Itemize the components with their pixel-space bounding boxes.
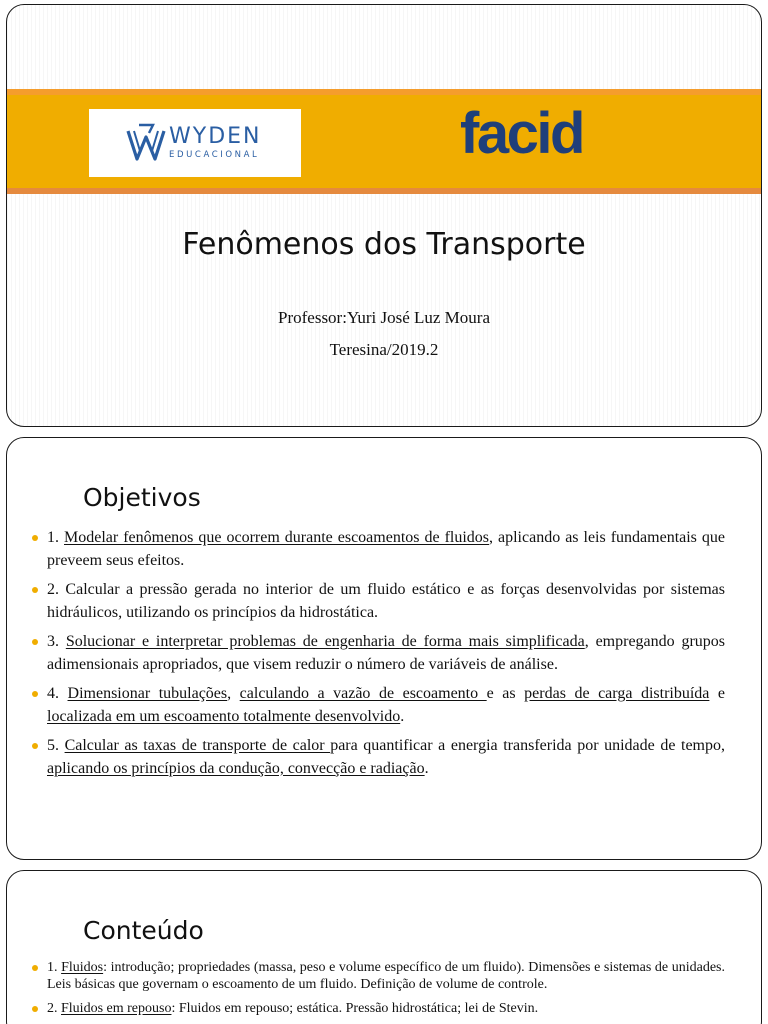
presentation-title: Fenômenos dos Transporte: [182, 227, 586, 262]
facid-logo: facid: [460, 101, 583, 166]
list-item: 5. Calcular as taxas de transporte de calor para quantificar a energia transferida por unidade de tempo, aplicando os princípios da condução, convecção e radiação.: [31, 735, 725, 780]
list-item: 2. Fluidos em repouso: Fluidos em repouso; estática. Pressão hidrostática; lei de Stevin.: [31, 1000, 725, 1017]
wyden-name: WYDEN: [169, 124, 262, 150]
list-item: 3. Solucionar e interpretar problemas de engenharia de forma mais simplificada, empregando grupos adimensionais apropriados, que visem reduzir o número de variáveis de análise.: [31, 631, 725, 676]
contents-list: [31, 959, 725, 1024]
place-date-line: Teresina/2019.2: [329, 340, 439, 359]
list-item: 4. Dimensionar tubulações, calculando a vazão de escoamento e as perdas de carga distribuída e localizada em um escoamento totalmente desenvolvido.: [31, 683, 725, 728]
wyden-subtitle: EDUCACIONAL: [169, 150, 260, 161]
wyden-mark-icon: [125, 121, 167, 165]
slide-title: Conteúdo: [83, 916, 204, 945]
list-item: 1. Fluidos: introdução; propriedades (massa, peso e volume específico de um fluido). Dimensões e sistemas de unidades. Leis básicas que governam o escoamento de um fluido. Definição de volume de controle.: [31, 959, 725, 993]
objectives-slide: [6, 437, 762, 860]
wyden-logo: [89, 109, 301, 177]
list-item: 1. Modelar fenômenos que ocorrem durante escoamentos de fluidos, aplicando as leis fundamentais que preveem seus efeitos.: [31, 527, 725, 572]
banner-bottom-stripe: [7, 188, 761, 194]
logo-banner: [7, 89, 761, 194]
title-slide: [6, 4, 762, 427]
slide-title: Objetivos: [83, 483, 201, 512]
list-item: 2. Calcular a pressão gerada no interior de um fluido estático e as forças desenvolvidas por sistemas hidráulicos, utilizando os princípios da hidrostática.: [31, 579, 725, 624]
professor-line: Professor:Yuri José Luz Moura: [278, 308, 490, 327]
objectives-list: [31, 527, 725, 787]
contents-slide: [6, 870, 762, 1024]
banner-top-stripe: [7, 89, 761, 95]
